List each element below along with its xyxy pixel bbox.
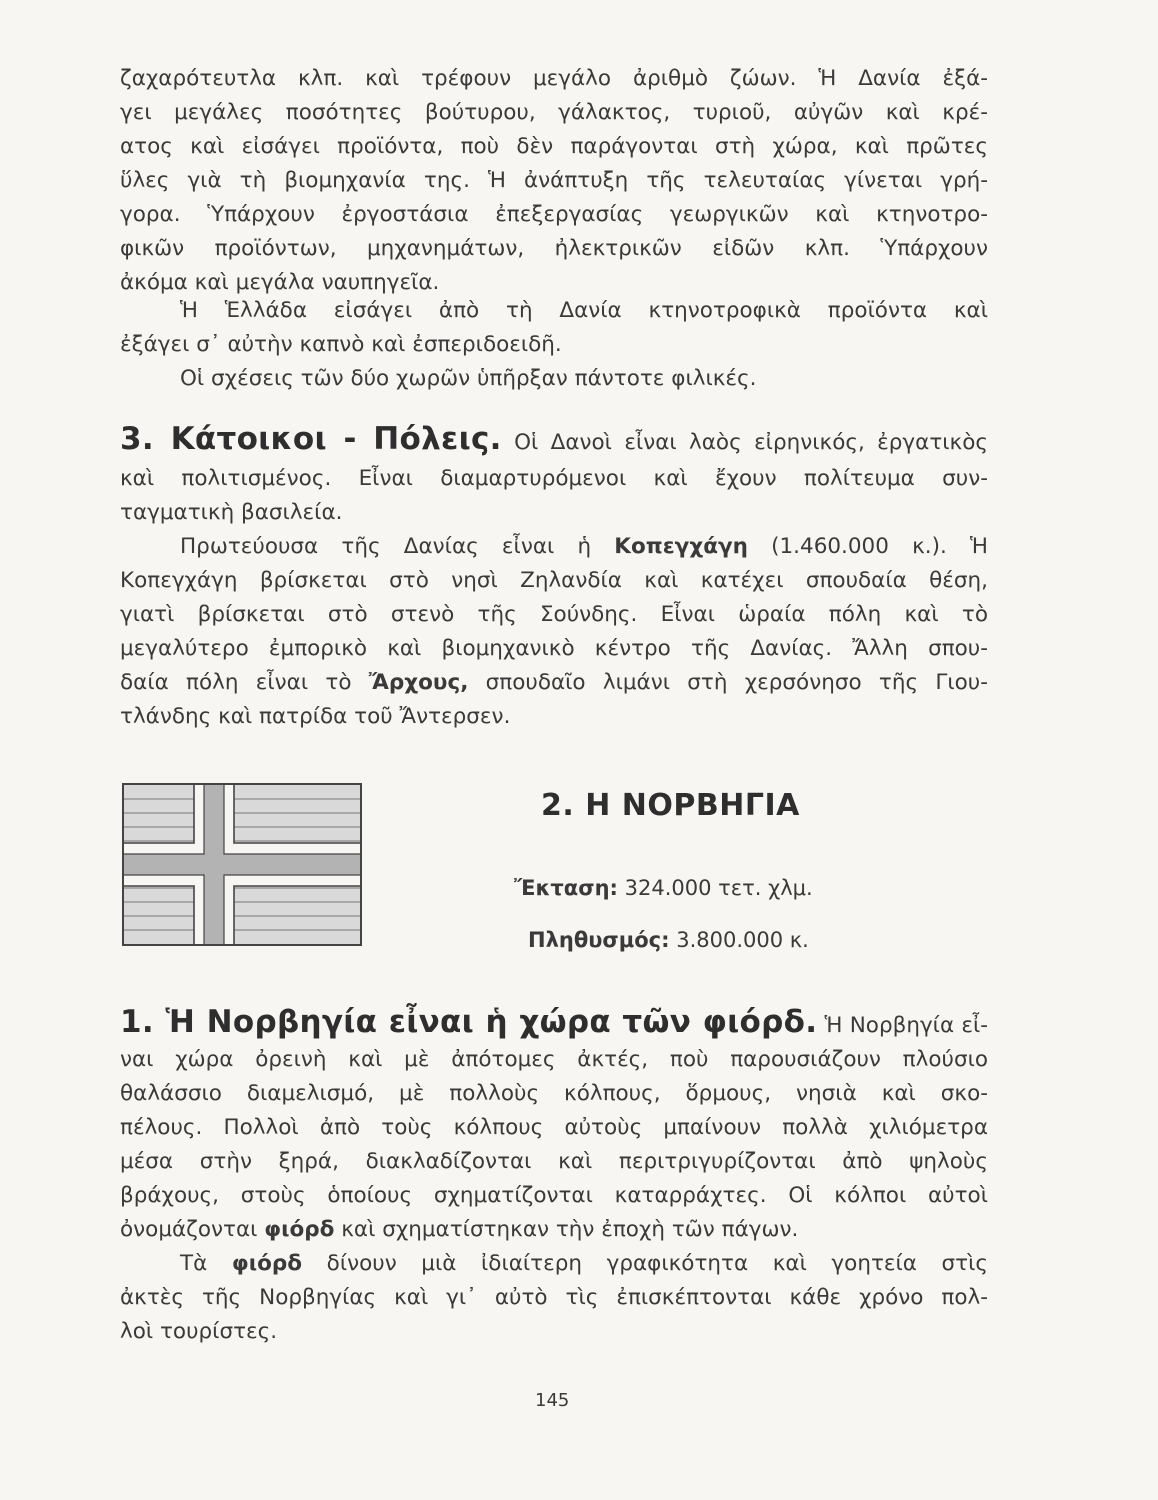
population-label: Πληθυσμός: bbox=[528, 928, 670, 952]
text-line: μεγαλύτερο ἐμπορικὸ καὶ βιομηχανικὸ κέντρο τῆς Δανίας. Ἄλλη σπου- bbox=[120, 636, 988, 661]
text-line: γιατὶ βρίσκεται στὸ στενὸ τῆς Σούνδης. Εἶναι ὡραία πόλη καὶ τὸ bbox=[120, 602, 988, 627]
term-fjord: φιόρδ bbox=[264, 1217, 335, 1242]
text-line: Ἡ Ἑλλάδα εἰσάγει ἀπὸ τὴ Δανία κτηνοτροφικὰ προϊόντα καὶ bbox=[180, 298, 988, 323]
text-span: καὶ σχηματίστηκαν τὴν ἐποχὴ τῶν πάγων. bbox=[341, 1217, 799, 1242]
area-value: 324.000 τετ. χλμ. bbox=[624, 876, 813, 900]
text-line: ζαχαρότευτλα κλπ. καὶ τρέφουν μεγάλο ἀριθμὸ ζώων. Ἡ Δανία ἐξά- bbox=[120, 66, 988, 91]
text-line: βράχους, στοὺς ὁποίους σχηματίζονται καταρράχτες. Οἱ κόλποι αὐτοὶ bbox=[120, 1183, 988, 1208]
area-stat bbox=[514, 876, 813, 900]
section-heading-line bbox=[120, 1001, 988, 1043]
section-1-heading: 1. Ἡ Νορβηγία εἶναι ἡ χώρα τῶν φιόρδ. bbox=[120, 1004, 818, 1040]
text-line: ατος καὶ εἰσάγει προϊόντα, ποὺ δὲν παράγονται στὴ χώρα, καὶ πρῶτες bbox=[120, 134, 988, 159]
text-line: γει μεγάλες ποσότητες βούτυρου, γάλακτος, τυριοῦ, αὐγῶν καὶ κρέ- bbox=[120, 100, 988, 125]
country-title: 2. Η ΝΟΡΒΗΓΙΑ bbox=[541, 788, 800, 823]
section-3-heading: 3. Κάτοικοι - Πόλεις. bbox=[120, 421, 502, 457]
text-span: Οἱ Δανοὶ εἶναι λαὸς εἰρηνικός, ἐργατικὸς bbox=[514, 430, 988, 455]
capital-name: Κοπεγχάγη bbox=[614, 534, 748, 559]
norway-flag-icon bbox=[122, 783, 362, 946]
text-line: Οἱ σχέσεις τῶν δύο χωρῶν ὑπῆρξαν πάντοτε φιλικές. bbox=[180, 366, 757, 391]
text-line: θαλάσσιο διαμελισμό, μὲ πολλοὺς κόλπους, ὅρμους, νησιὰ καὶ σκο- bbox=[120, 1081, 988, 1106]
text-line: ἀκτὲς τῆς Νορβηγίας καὶ γι᾽ αὐτὸ τὶς ἐπισκέπτονται κάθε χρόνο πολ- bbox=[120, 1285, 988, 1310]
text-line bbox=[180, 530, 988, 564]
population-value: 3.800.000 κ. bbox=[676, 928, 809, 952]
text-line: πέλους. Πολλοὶ ἀπὸ τοὺς κόλπους αὐτοὺς μπαίνουν πολλὰ χιλιόμετρα bbox=[120, 1115, 988, 1140]
text-line bbox=[180, 1247, 988, 1281]
text-line: καὶ πολιτισμένος. Εἶναι διαμαρτυρόμενοι καὶ ἔχουν πολίτευμα συν- bbox=[120, 466, 988, 491]
section-heading-line bbox=[120, 418, 988, 460]
term-fjord: φιόρδ bbox=[231, 1251, 303, 1276]
population-stat bbox=[528, 928, 809, 952]
text-line: γορα. Ὑπάρχουν ἐργοστάσια ἐπεξεργασίας γεωργικῶν καὶ κτηνοτρο- bbox=[120, 202, 988, 227]
text-line: ναι χώρα ὀρεινὴ καὶ μὲ ἀπότομες ἀκτές, ποὺ παρουσιάζουν πλούσιο bbox=[120, 1047, 988, 1072]
text-span: Πρωτεύουσα τῆς Δανίας εἶναι ἡ bbox=[180, 534, 592, 559]
text-span: Τὰ bbox=[180, 1251, 208, 1276]
text-span: δίνουν μιὰ ἰδιαίτερη γραφικότητα καὶ γοητεία στὶς bbox=[326, 1251, 989, 1276]
text-line: ὕλες γιὰ τὴ βιομηχανία της. Ἡ ἀνάπτυξη τῆς τελευταίας γίνεται γρή- bbox=[120, 168, 988, 193]
text-line: τλάνδης καὶ πατρίδα τοῦ Ἄντερσεν. bbox=[120, 704, 511, 729]
text-line: λοὶ τουρίστες. bbox=[120, 1319, 278, 1344]
text-line: μέσα στὴν ξηρά, διακλαδίζονται καὶ περιτριγυρίζονται ἀπὸ ψηλοὺς bbox=[120, 1149, 988, 1174]
area-label: Ἔκταση: bbox=[514, 876, 618, 900]
text-line bbox=[120, 666, 988, 700]
text-span: Ἡ Νορβηγία εἶ- bbox=[824, 1013, 988, 1038]
city-name: Ἄρχους, bbox=[368, 670, 469, 695]
text-span: δαία πόλη εἶναι τὸ bbox=[120, 670, 352, 695]
text-span: σπουδαῖο λιμάνι στὴ χερσόνησο τῆς Γιου- bbox=[485, 670, 988, 695]
text-line: ἀκόμα καὶ μεγάλα ναυπηγεῖα. bbox=[120, 270, 440, 295]
text-line: ἐξάγει σ᾽ αὐτὴν καπνὸ καὶ ἐσπεριδοειδῆ. bbox=[120, 332, 562, 357]
text-line: ταγματικὴ βασιλεία. bbox=[120, 500, 343, 525]
text-line bbox=[120, 1213, 988, 1247]
page-number: 145 bbox=[535, 1390, 570, 1411]
text-span: (1.460.000 κ.). Ἡ bbox=[771, 534, 988, 559]
text-line: Κοπεγχάγη βρίσκεται στὸ νησὶ Ζηλανδία καὶ κατέχει σπουδαία θέση, bbox=[120, 568, 988, 593]
text-line: φικῶν προϊόντων, μηχανημάτων, ἠλεκτρικῶν εἰδῶν κλπ. Ὑπάρχουν bbox=[120, 236, 988, 261]
text-span: ὀνομάζονται bbox=[120, 1217, 258, 1242]
